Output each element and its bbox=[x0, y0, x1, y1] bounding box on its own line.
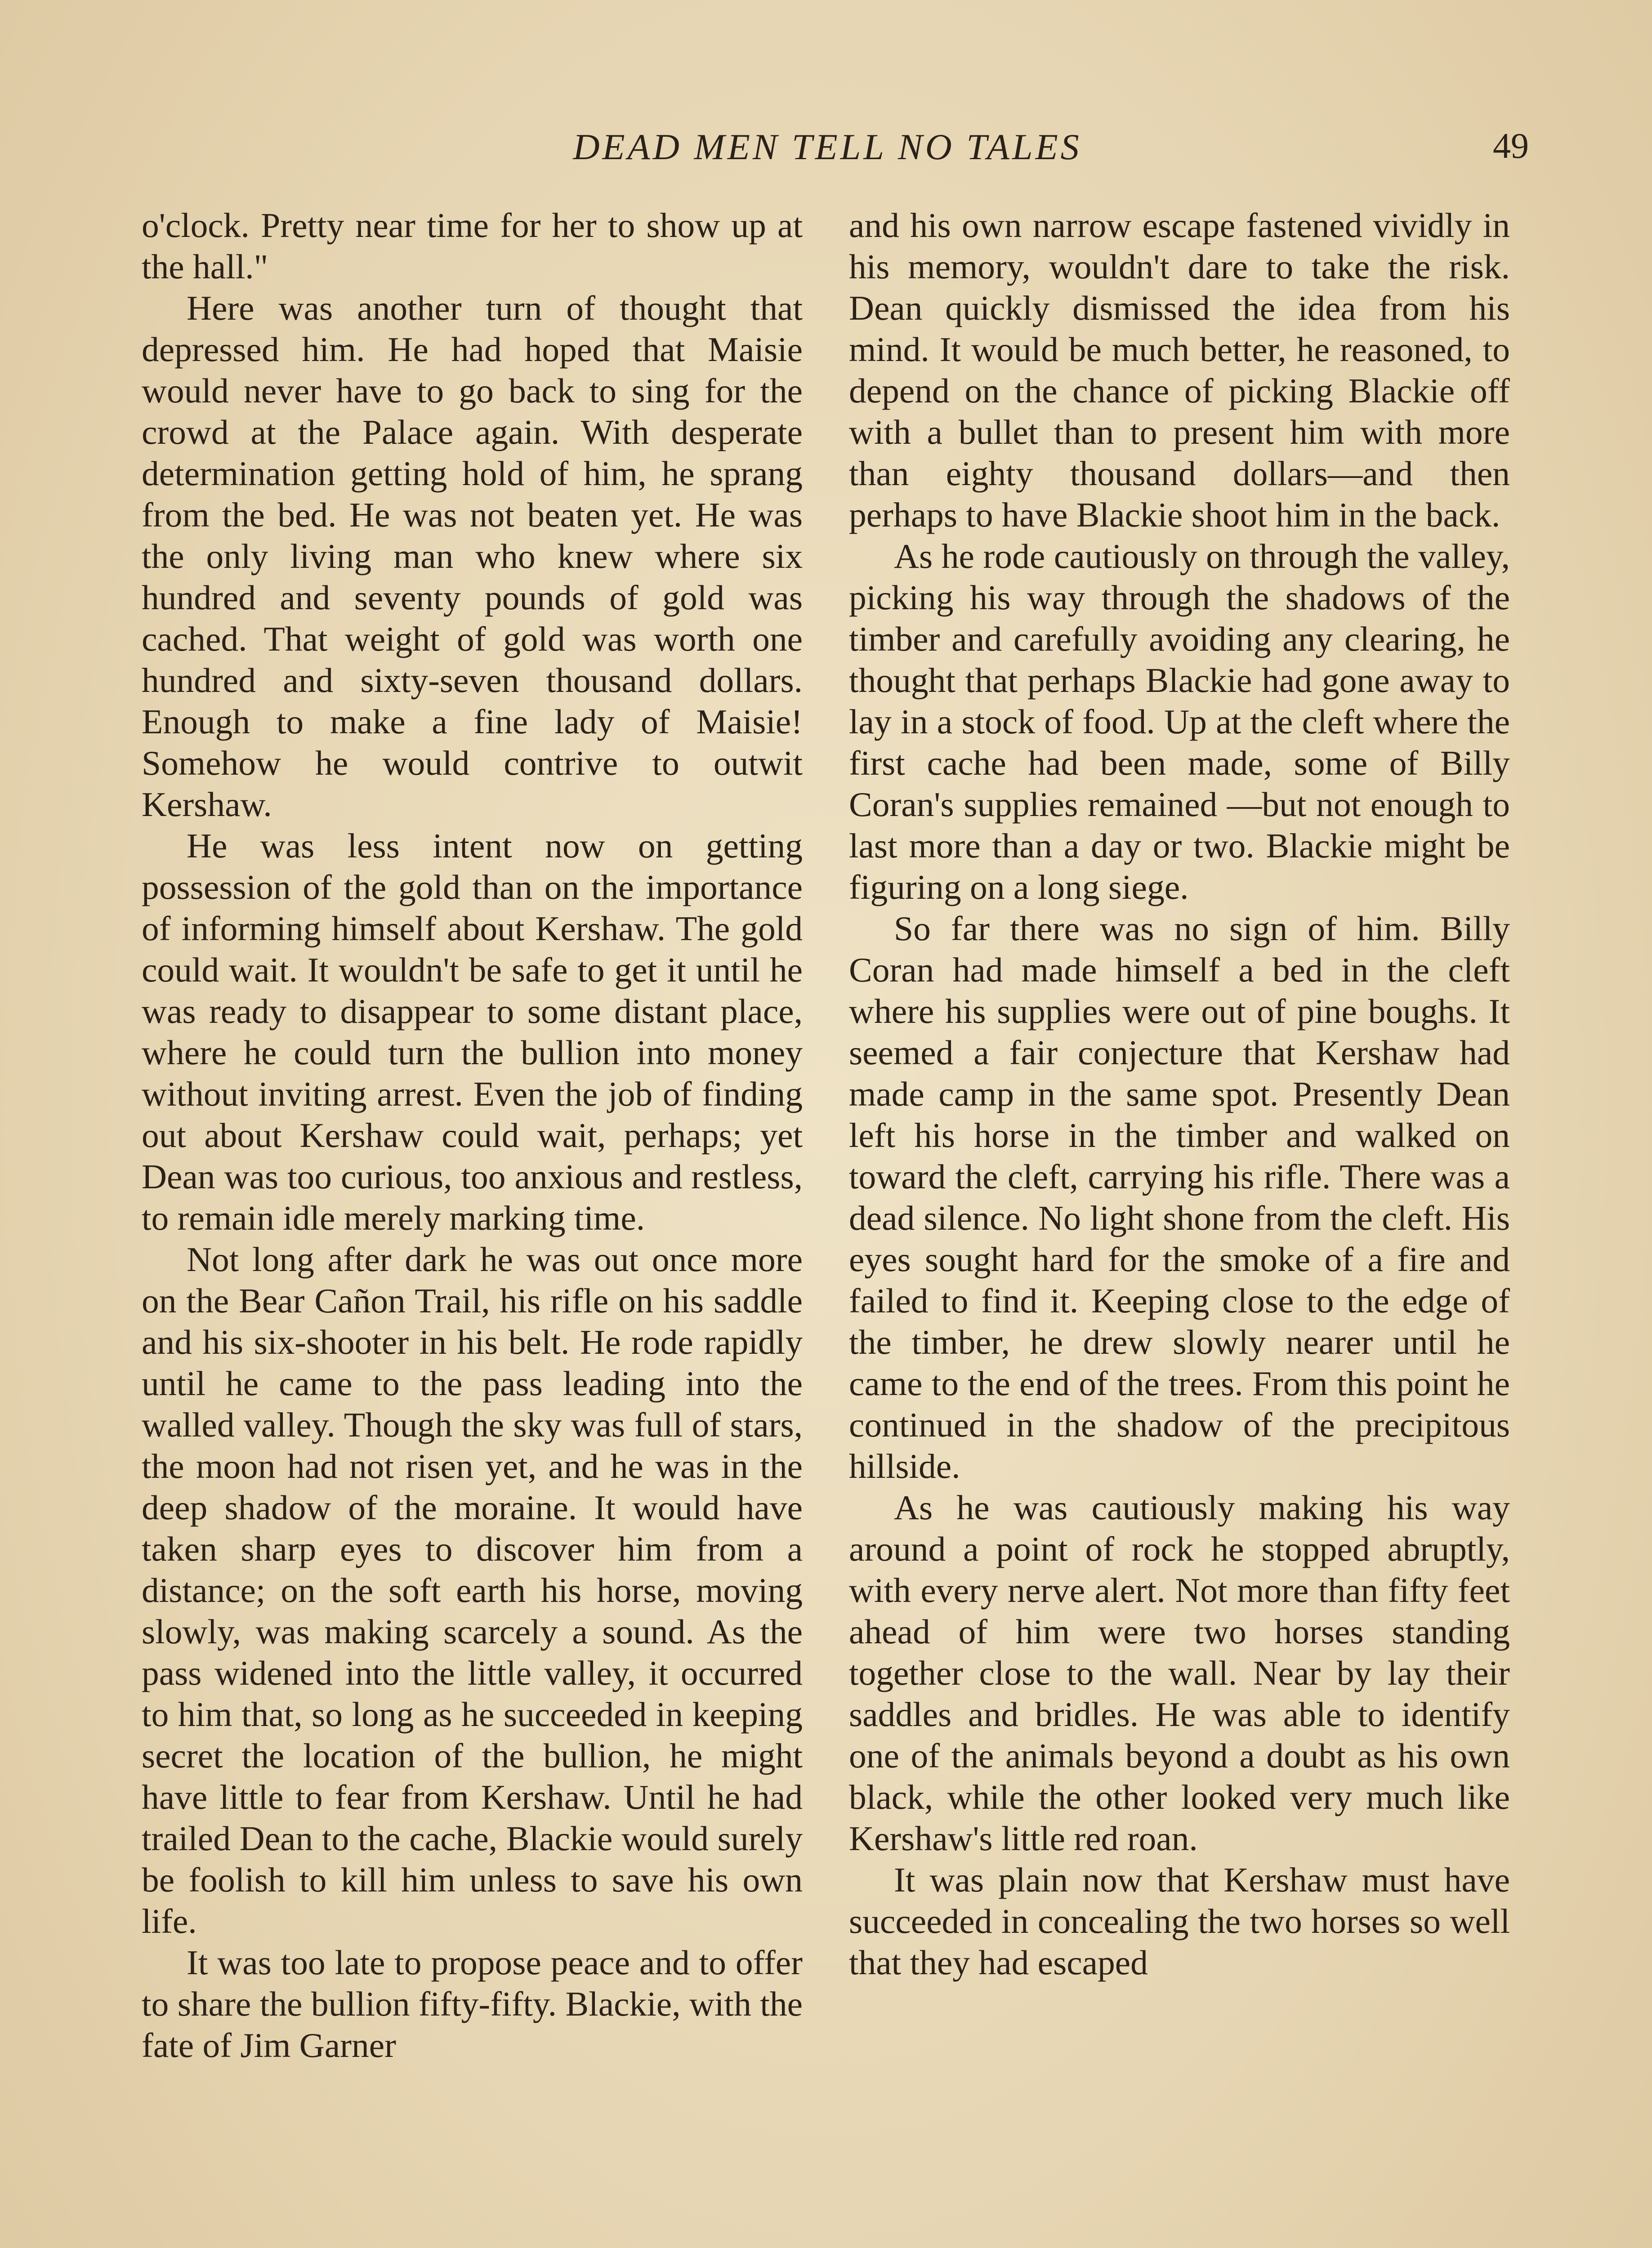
running-header: DEAD MEN TELL NO TALES bbox=[573, 126, 1082, 167]
paragraph: He was less intent now on getting possession of the gold than on the importance of informing himself about Kershaw. The gold could wait. It wouldn't be safe to get it until he was ready to disappear to some distant place, where he could turn the bullion into money without inviting arrest. Even the job of finding out about Kershaw could wait, perhaps; yet Dean was too curious, too anxious and restless, to remain idle merely marking time. bbox=[142, 826, 803, 1237]
paragraph: So far there was no sign of him. Billy Coran had made himself a bed in the cleft where his supplies were out of pine boughs. It seemed a fair conjecture that Kershaw had made camp in the same spot. Presently Dean left his horse in the timber and walked on toward the cleft, carrying his rifle. There was a dead silence. No light shone from the cleft. His eyes sought hard for the smoke of a fire and failed to find it. Keeping close to the edge of the timber, he drew slowly nearer until he came to the end of the trees. From this point he continued in the shadow of the precipitous hillside. bbox=[849, 909, 1510, 1485]
paragraph: and his own narrow escape fastened vividly in his memory, wouldn't dare to take the risk. Dean quickly dismissed the idea from his mind. It would be much better, he reasoned, to depend on the chance of picking Blackie off with a bullet than to present him with more than eighty thousand dollars—and then perhaps to have Blackie shoot him in the back. bbox=[849, 206, 1510, 534]
paragraph: o'clock. Pretty near time for her to show up at the hall." bbox=[142, 206, 803, 286]
left-column bbox=[142, 205, 803, 2066]
paragraph: As he was cautiously making his way around a point of rock he stopped abruptly, with every nerve alert. Not more than fifty feet ahead of him were two horses standing together close to the wall. Near by lay their saddles and bridles. He was able to identify one of the animals beyond a doubt as his own black, while the other looked very much like Kershaw's little red roan. bbox=[849, 1488, 1510, 1858]
paragraph: Here was another turn of thought that depressed him. He had hoped that Maisie would never have to go back to sing for the crowd at the Palace again. With desperate determination getting hold of him, he sprang from the bed. He was not beaten yet. He was the only living man who knew where six hundred and seventy pounds of gold was cached. That weight of gold was worth one hundred and sixty-seven thousand dollars. Enough to make a fine lady of Maisie! Somehow he would contrive to outwit Kershaw. bbox=[142, 289, 803, 824]
paragraph: It was plain now that Kershaw must have succeeded in concealing the two horses so well that they had escaped bbox=[849, 1860, 1510, 1982]
paragraph: As he rode cautiously on through the valley, picking his way through the shadows of the timber and carefully avoiding any clearing, he thought that perhaps Blackie had gone away to lay in a stock of food. Up at the cleft where the first cache had been made, some of Billy Coran's supplies remained —but not enough to last more than a day or two. Blackie might be figuring on a long siege. bbox=[849, 537, 1510, 906]
right-column bbox=[849, 205, 1510, 1983]
paragraph: Not long after dark he was out once more on the Bear Cañon Trail, his rifle on his saddle and his six-shooter in his belt. He rode rapidly until he came to the pass leading into the walled valley. Though the sky was full of stars, the moon had not risen yet, and he was in the deep shadow of the moraine. It would have taken sharp eyes to discover him from a distance; on the soft earth his horse, moving slowly, was making scarcely a sound. As the pass widened into the little valley, it occurred to him that, so long as he succeeded in keeping secret the location of the bullion, he might have little to fear from Kershaw. Until he had trailed Dean to the cache, Blackie would surely be foolish to kill him unless to save his own life. bbox=[142, 1240, 803, 1940]
paragraph: It was too late to propose peace and to offer to share the bullion fifty-fifty. Blackie, with the fate of Jim Garner bbox=[142, 1943, 803, 2065]
page-number: 49 bbox=[1493, 126, 1529, 166]
